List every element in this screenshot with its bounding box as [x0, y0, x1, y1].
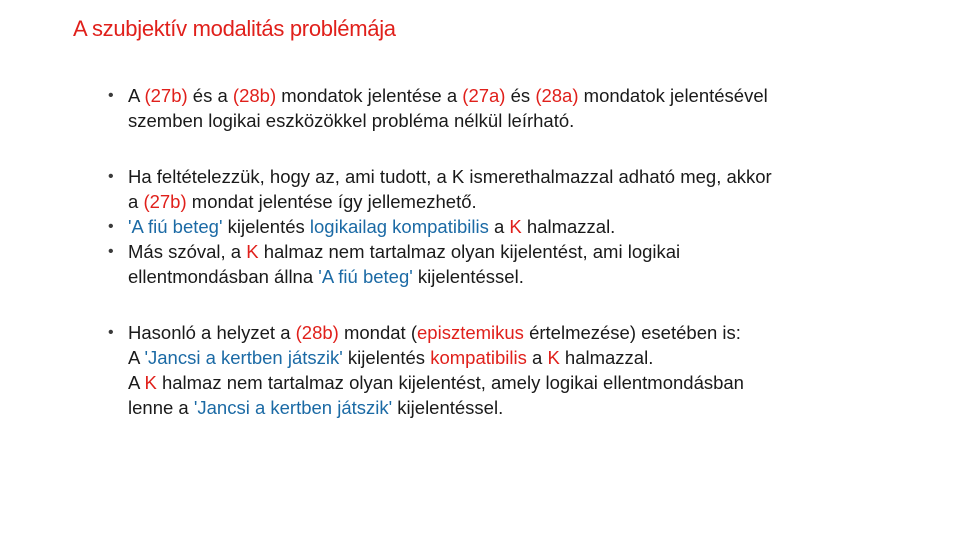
- text-segment: értelmezése) esetében is:: [523, 322, 741, 343]
- text-segment: A: [128, 85, 145, 106]
- text-segment: kijelentéssel.: [392, 397, 504, 418]
- paragraph-gap: [108, 289, 908, 320]
- highlight-blue: 'A fiú beteg': [318, 266, 413, 287]
- b1-line1: [108, 83, 908, 108]
- b3-line1: [108, 214, 908, 239]
- bullet-dot-icon: •: [108, 218, 114, 235]
- text-segment: a: [128, 191, 144, 212]
- b1-line2: [108, 108, 908, 133]
- text-segment: kijelentés: [342, 347, 431, 368]
- highlight-red: K: [144, 372, 157, 393]
- text-segment: lenne a: [128, 397, 194, 418]
- b4-line2: [108, 264, 908, 289]
- bullet-dot-icon: •: [108, 243, 114, 260]
- text-segment: ellentmondásban állna: [128, 266, 319, 287]
- b2-line1: [108, 164, 908, 189]
- b5-line1: [108, 320, 908, 345]
- highlight-red: episztemikus: [417, 322, 524, 343]
- b2-line2: [108, 189, 908, 214]
- text-segment: halmaz nem tartalmaz olyan kijelentést, amely logikai ellentmondásban: [156, 372, 744, 393]
- highlight-red: K: [547, 347, 560, 368]
- highlight-red: K: [509, 216, 522, 237]
- text-segment: mondatok jelentése a: [276, 85, 463, 106]
- highlight-blue: 'Jancsi a kertben játszik': [193, 397, 393, 418]
- b5-line3: [108, 370, 908, 395]
- bullet-list: [108, 83, 908, 420]
- text-segment: Más szóval, a: [128, 241, 247, 262]
- highlight-red: K: [246, 241, 259, 262]
- b4-line1: [108, 239, 908, 264]
- text-segment: Ha feltételezzük, hogy az, ami tudott, a K ismerethalmazzal adható meg, akkor: [128, 166, 772, 187]
- highlight-red: (27b): [143, 191, 187, 212]
- text-segment: és a: [187, 85, 233, 106]
- highlight-red: kompatibilis: [430, 347, 527, 368]
- text-segment: és: [505, 85, 536, 106]
- bullet-dot-icon: •: [108, 324, 114, 341]
- highlight-red: (27a): [462, 85, 506, 106]
- text-segment: halmazzal.: [521, 216, 616, 237]
- text-segment: halmaz nem tartalmaz olyan kijelentést, ami logikai: [258, 241, 681, 262]
- text-segment: a: [526, 347, 548, 368]
- b5-line2: [108, 345, 908, 370]
- paragraph-gap: [108, 133, 908, 164]
- text-segment: Hasonló a helyzet a: [128, 322, 296, 343]
- highlight-blue: logikailag kompatibilis: [309, 216, 489, 237]
- highlight-red: (27b): [144, 85, 188, 106]
- bullet-dot-icon: •: [108, 168, 114, 185]
- b5-line4: [108, 395, 908, 420]
- text-segment: kijelentés: [222, 216, 310, 237]
- text-segment: a: [488, 216, 510, 237]
- highlight-red: (28b): [232, 85, 277, 106]
- text-segment: mondat jelentése így jellemezhető.: [186, 191, 477, 212]
- text-segment: halmazzal.: [559, 347, 654, 368]
- text-segment: A: [128, 347, 145, 368]
- highlight-red: (28b): [295, 322, 339, 343]
- highlight-blue: 'Jancsi a kertben játszik': [144, 347, 343, 368]
- highlight-blue: 'A fiú beteg': [128, 216, 223, 237]
- text-segment: kijelentéssel.: [412, 266, 524, 287]
- bullet-dot-icon: •: [108, 87, 114, 104]
- slide-title: A szubjektív modalitás problémája: [73, 16, 396, 41]
- text-segment: A: [128, 372, 145, 393]
- text-segment: szemben logikai eszközökkel probléma nélkül leírható.: [128, 110, 575, 131]
- highlight-red: (28a): [535, 85, 579, 106]
- text-segment: mondatok jelentésével: [578, 85, 768, 106]
- text-segment: mondat (: [338, 322, 417, 343]
